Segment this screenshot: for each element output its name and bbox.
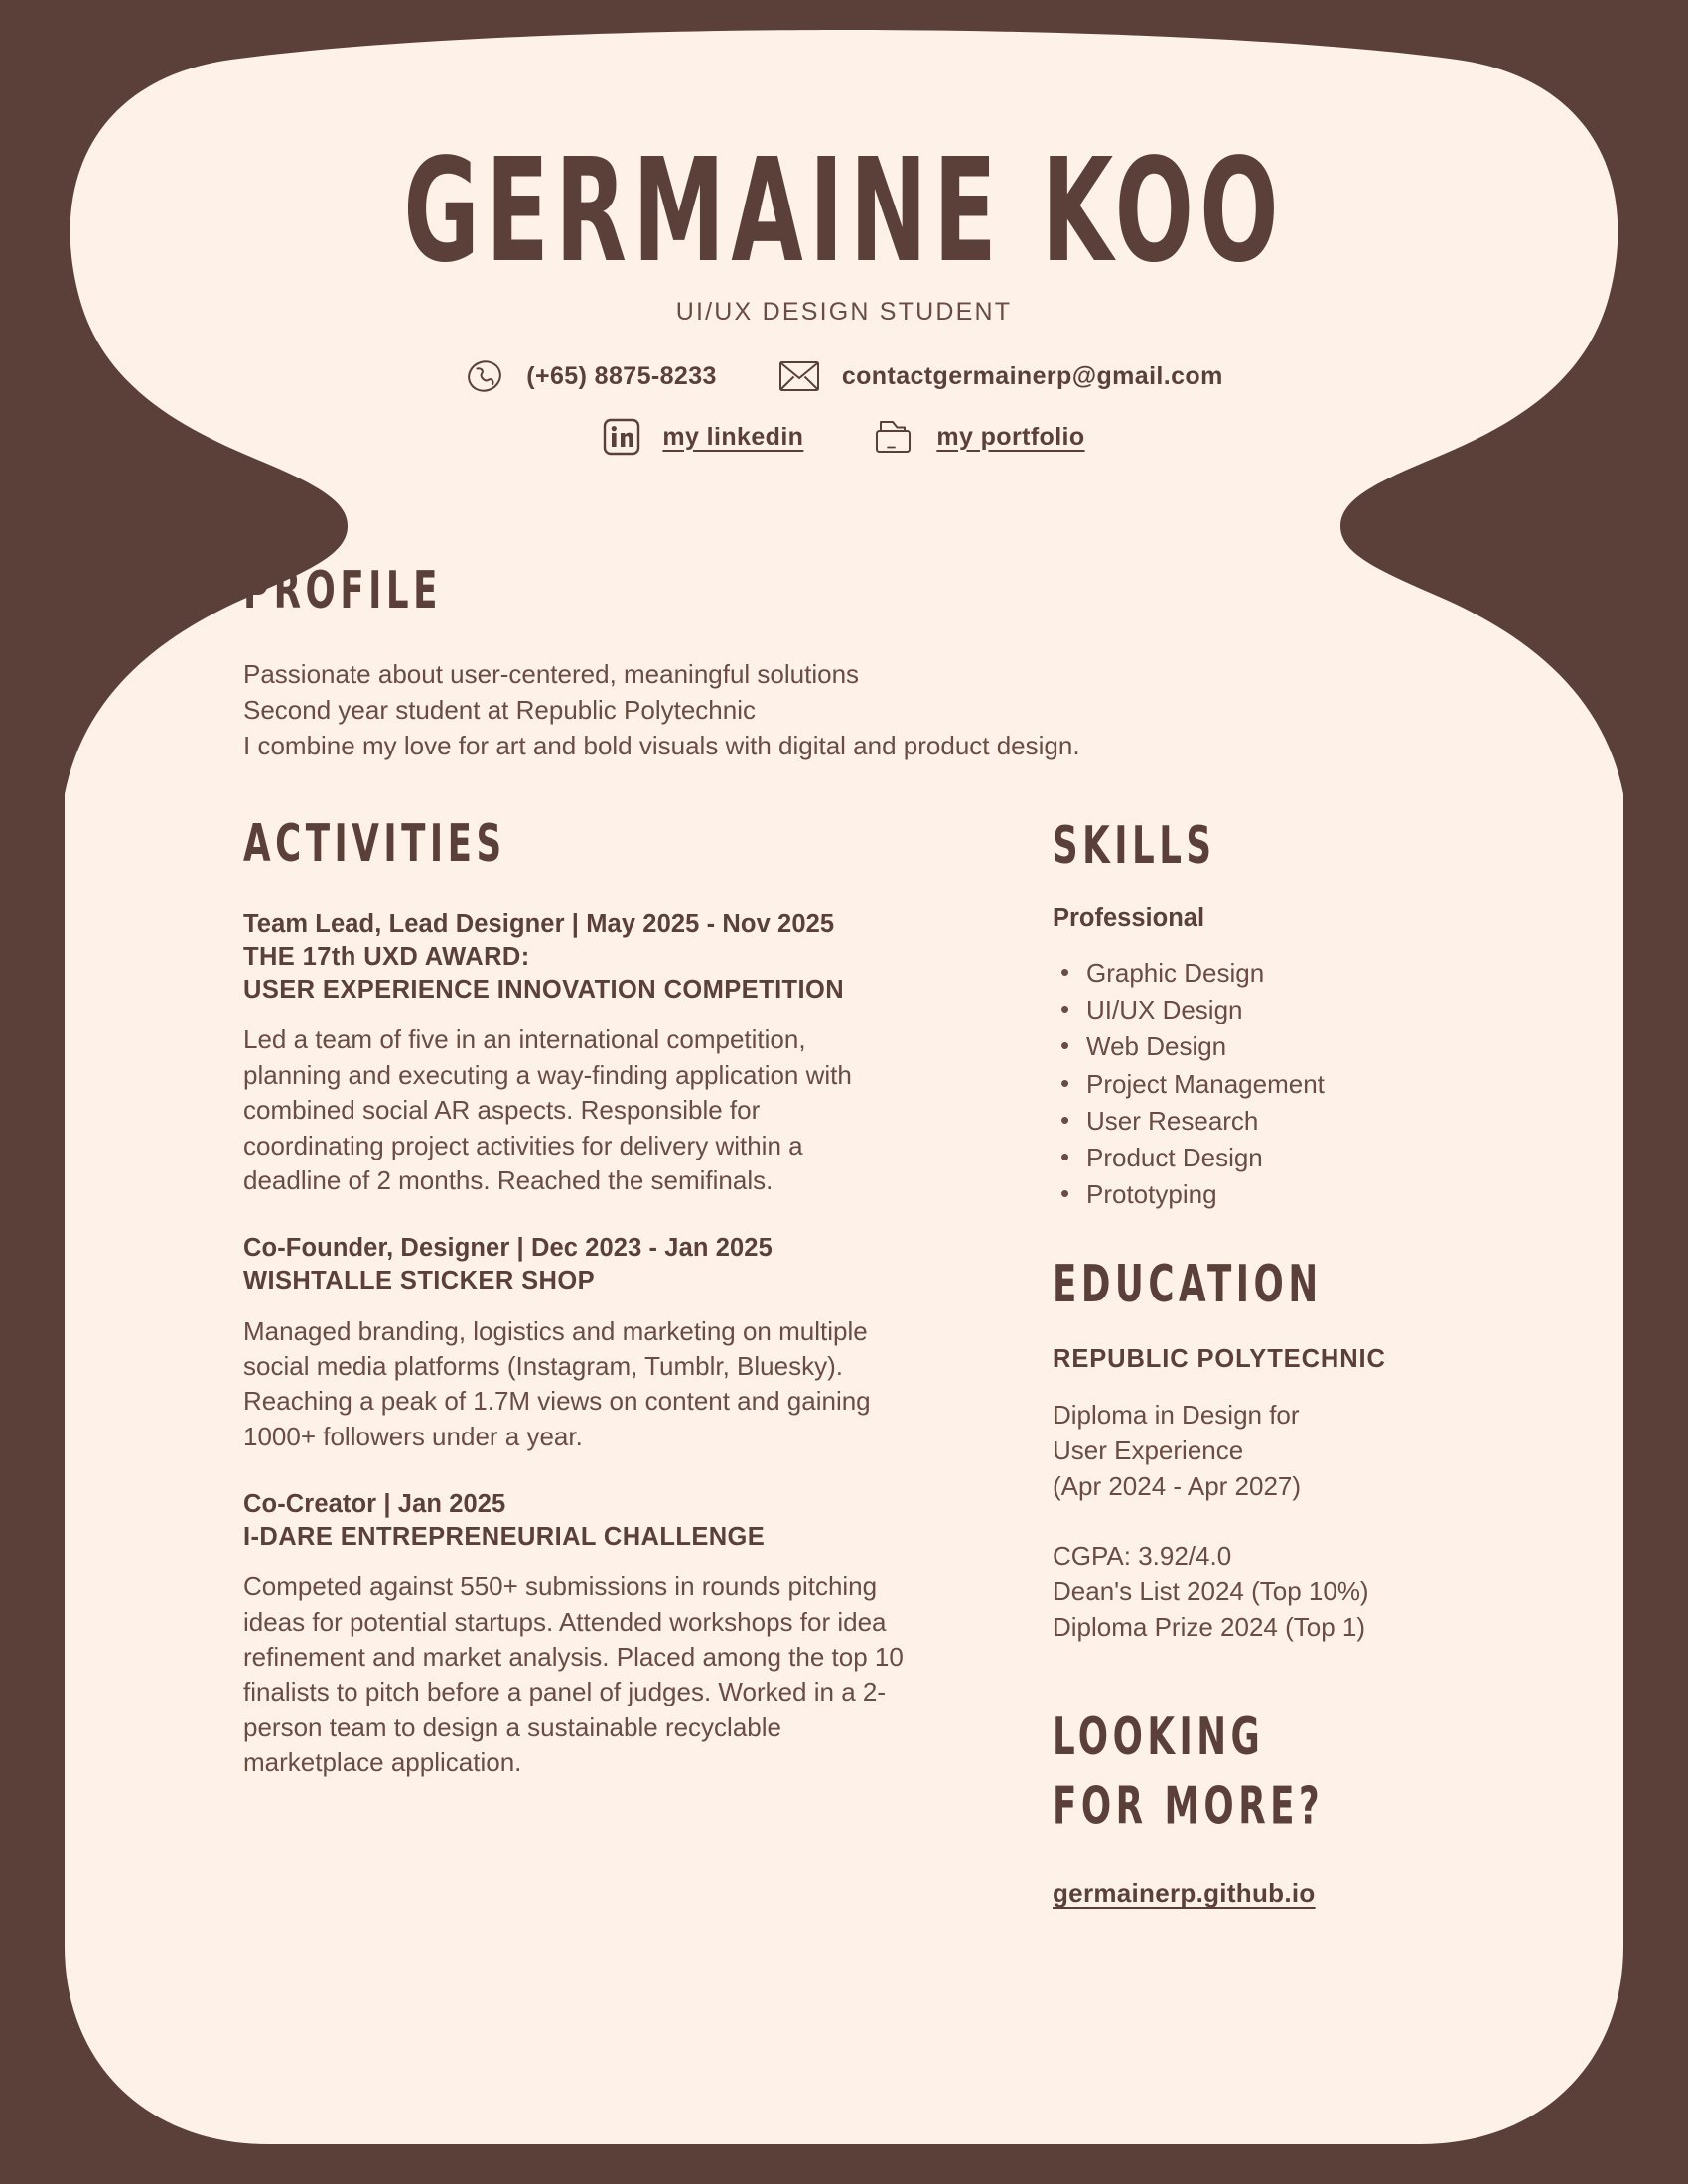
phone-icon bbox=[465, 356, 504, 396]
education-award-line: Dean's List 2024 (Top 10%) bbox=[1053, 1575, 1369, 1606]
activity-entry bbox=[243, 1488, 904, 1780]
activity-org-line: THE 17th UXD AWARD: bbox=[243, 943, 530, 972]
education-section-title: EDUCATION bbox=[1053, 1255, 1323, 1315]
portfolio-link-label: my portfolio bbox=[936, 422, 1085, 451]
education-program bbox=[1053, 1398, 1470, 1505]
folder-icon bbox=[873, 418, 914, 456]
education-awards bbox=[1053, 1539, 1470, 1646]
list-item: • Product Design bbox=[1053, 1140, 1470, 1176]
looking-for-more-title: LOOKING FOR MORE? bbox=[1053, 1707, 1325, 1838]
list-item: • Prototyping bbox=[1053, 1176, 1470, 1213]
profile-text bbox=[243, 657, 1494, 764]
list-item: • Graphic Design bbox=[1053, 955, 1470, 992]
portfolio-website-link[interactable]: germainerp.github.io bbox=[1053, 1878, 1316, 1909]
list-item: • Project Management bbox=[1053, 1066, 1470, 1103]
phone-number: (+65) 8875-8233 bbox=[526, 361, 717, 390]
resume-header bbox=[89, 126, 1599, 456]
activity-role: Co-Creator | Jan 2025 bbox=[243, 1489, 506, 1518]
contact-portfolio[interactable] bbox=[873, 418, 1084, 456]
job-subtitle: UI/UX DESIGN STUDENT bbox=[675, 298, 1013, 326]
activity-org-line: USER EXPERIENCE INNOVATION COMPETITION bbox=[243, 976, 845, 1005]
email-icon bbox=[778, 359, 820, 393]
activity-org-line: I-DARE ENTREPRENEURIAL CHALLENGE bbox=[243, 1523, 766, 1552]
email-address: contactgermainerp@gmail.com bbox=[841, 361, 1223, 390]
education-school: REPUBLIC POLYTECHNIC bbox=[1053, 1345, 1386, 1374]
skills-section-title: SKILLS bbox=[1053, 816, 1216, 877]
skills-category-label: Professional bbox=[1053, 904, 1205, 932]
profile-section-title: PROFILE bbox=[243, 561, 442, 621]
skills-section bbox=[1053, 816, 1470, 1213]
activity-description: Competed against 550+ submissions in rounds pitching ideas for potential startups. Attended workshops for idea refinement and market analysis. Placed among the top 10 finalists to pitch before a panel of judges. Worked in a 2-person team to design a sustainable recyclable marketplace application. bbox=[243, 1571, 904, 1778]
linkedin-link-label: my linkedin bbox=[662, 422, 804, 451]
contact-phone[interactable] bbox=[465, 356, 717, 396]
contact-linkedin[interactable] bbox=[603, 418, 803, 456]
contact-email[interactable] bbox=[778, 359, 1223, 393]
contact-row-secondary bbox=[89, 418, 1599, 456]
list-item: • Web Design bbox=[1053, 1028, 1470, 1065]
activity-role: Co-Founder, Designer | Dec 2023 - Jan 2025 bbox=[243, 1234, 773, 1263]
education-award-line: Diploma Prize 2024 (Top 1) bbox=[1053, 1611, 1366, 1642]
education-program-line: Diploma in Design for bbox=[1053, 1400, 1300, 1431]
linkedin-icon bbox=[603, 418, 640, 456]
sidebar-column bbox=[1053, 816, 1470, 1909]
looking-for-more-section bbox=[1053, 1703, 1470, 1909]
education-program-line: User Experience bbox=[1053, 1435, 1244, 1466]
activity-role: Team Lead, Lead Designer | May 2025 - Nov 2025 bbox=[243, 910, 835, 938]
activity-entry bbox=[243, 908, 904, 1198]
education-award-line: CGPA: 3.92/4.0 bbox=[1053, 1540, 1232, 1570]
list-item: • User Research bbox=[1053, 1103, 1470, 1140]
activity-description: Managed branding, logistics and marketing on multiple social media platforms (Instagram, Tumblr, Bluesky). Reaching a peak of 1.7M views on content and gaining 1000+ followers under a year. bbox=[243, 1315, 871, 1451]
activity-org-line: WISHTALLE STICKER SHOP bbox=[243, 1267, 595, 1296]
activities-section-title: ACTIVITIES bbox=[243, 814, 506, 875]
contact-row-primary bbox=[89, 356, 1599, 396]
page-title: GERMAINE KOO bbox=[403, 126, 1285, 295]
education-program-line: (Apr 2024 - Apr 2027) bbox=[1053, 1470, 1302, 1501]
profile-section bbox=[243, 561, 1494, 764]
list-item: • UI/UX Design bbox=[1053, 992, 1470, 1028]
activity-entry bbox=[243, 1232, 904, 1454]
activities-section bbox=[243, 814, 904, 1780]
skills-list bbox=[1053, 955, 1470, 1213]
profile-line: Second year student at Republic Polytechnic bbox=[243, 694, 756, 725]
profile-line: Passionate about user-centered, meaningful solutions bbox=[243, 659, 860, 689]
profile-line: I combine my love for art and bold visuals with digital and product design. bbox=[243, 730, 1080, 760]
education-section bbox=[1053, 1255, 1470, 1645]
activity-description: Led a team of five in an international competition, planning and executing a way-finding application with combined social AR aspects. Responsible for coordinating project activities for delivery within a deadline of 2 months. Reached the semifinals. bbox=[243, 1024, 852, 1195]
